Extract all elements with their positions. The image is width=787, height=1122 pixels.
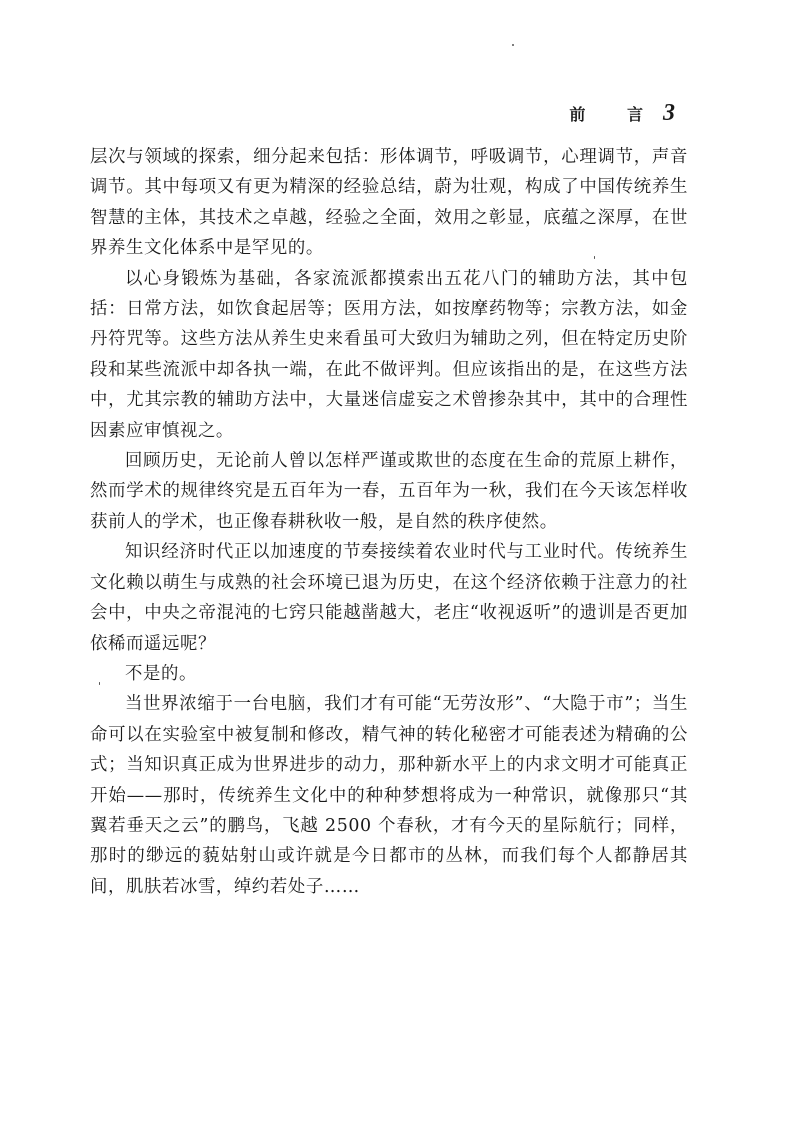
scan-speck [594, 256, 595, 259]
scan-speck [99, 682, 100, 685]
paragraph: 不是的。 [125, 663, 197, 684]
paragraph-continued: 层次与领域的探索，细分起来包括：形体调节，呼吸调节，心理调节，声音调节。其中每项又有更为精深的经验总结，蔚为壮观，构成了中国传统养生智慧的主体，其技术之卓越，经验之全面，效用之彰显，底蕴之深厚，在世界养生文化体系中是罕见的。 [90, 147, 688, 259]
paragraph: 当世界浓缩于一台电脑，我们才有可能“无劳汝形”、“大隐于市”；当生命可以在实验室中被复制和修改，精气神的转化秘密才可能表述为精确的公式；当知识真正成为世界进步的动力，那种新水平上的内求文明才可能真正开始——那时，传统养生文化中的种种梦想将成为一种常识，就像那只“其翼若垂天之云”的鹏鸟，飞越 2500 个春秋，才有今天的星际航行；同样，那时的缈远的藐姑射山或许就是今日都市的丛林，而我们每个人都静居其间，肌肤若冰雪，绰约若处子…… [90, 694, 688, 897]
scan-speck [512, 44, 514, 46]
paragraph: 以心身锻炼为基础，各家流派都摸索出五花八门的辅助方法，其中包括：日常方法，如饮食起居等；医用方法，如按摩药物等；宗教方法，如金丹符咒等。这些方法从养生史来看虽可大致归为辅助之列，但在特定历史阶段和某些流派中却各执一端，在此不做评判。但应该指出的是，在这些方法中，尤其宗教的辅助方法中，大量迷信虚妄之术曾掺杂其中，其中的合理性因素应审慎视之。 [90, 268, 688, 441]
body-text [90, 142, 688, 902]
paragraph: 回顾历史，无论前人曾以怎样严谨或欺世的态度在生命的荒原上耕作，然而学术的规律终究是五百年为一春，五百年为一秋，我们在今天该怎样收获前人的学术，也正像春耕秋收一般，是自然的秩序使然。 [90, 451, 688, 532]
page-number: 3 [663, 100, 675, 126]
paragraph: 知识经济时代正以加速度的节奏接续着农业时代与工业时代。传统养生文化赖以萌生与成熟的社会环境已退为历史，在这个经济依赖于注意力的社会中，中央之帝混沌的七窍只能越凿越大，老庄“收视返听”的遗训是否更加依稀而遥远呢？ [90, 542, 688, 654]
running-head-title: 前 言 [569, 105, 661, 124]
running-head [569, 100, 675, 130]
